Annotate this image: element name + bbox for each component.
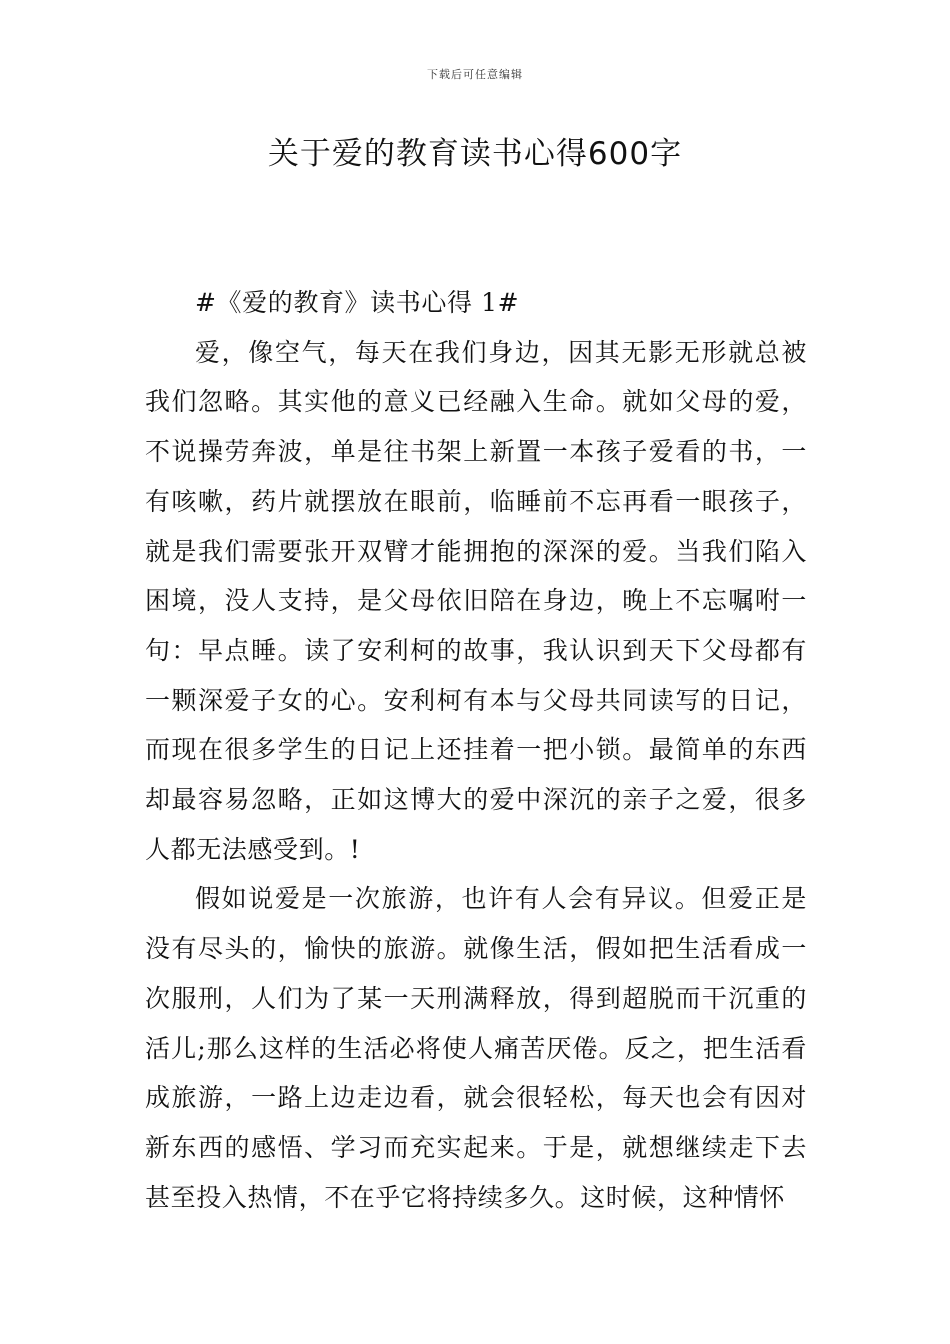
section-heading: #《爱的教育》读书心得 1# xyxy=(195,288,520,317)
body-paragraph: 爱，像空气，每天在我们身边，因其无影无形就总被我们忽略。其实他的意义已经融入生命。就如父母的爱，不说操劳奔波，单是往书架上新置一本孩子爱看的书，一有咳嗽，药片就摆放在眼前，临睡前不忘再看一眼孩子，就是我们需要张开双臂才能拥抱的深深的爱。当我们陷入困境，没人支持，是父母依旧陪在身边，晚上不忘嘱咐一句：早点睡。读了安利柯的故事，我认识到天下父母都有一颗深爱子女的心。安利柯有本与父母共同读写的日记，而现在很多学生的日记上还挂着一把小锁。最简单的东西却最容易忽略，正如这博大的爱中深沉的亲子之爱，很多人都无法感受到。! xyxy=(145,337,807,864)
document-body xyxy=(145,278,807,1222)
header-note: 下载后可任意编辑 xyxy=(427,68,523,81)
document-title: 关于爱的教育读书心得600字 xyxy=(267,136,683,172)
body-paragraph: 假如说爱是一次旅游，也许有人会有异议。但爱正是没有尽头的，愉快的旅游。就像生活，假如把生活看成一次服刑，人们为了某一天刑满释放，得到超脱而干沉重的活儿;那么这样的生活必将使人痛苦厌倦。反之，把生活看成旅游，一路上边走边看，就会很轻松，每天也会有因对新东西的感悟、学习而充实起来。于是，就想继续走下去甚至投入热情，不在乎它将持续多久。这时候，这种情怀 xyxy=(145,884,807,1212)
